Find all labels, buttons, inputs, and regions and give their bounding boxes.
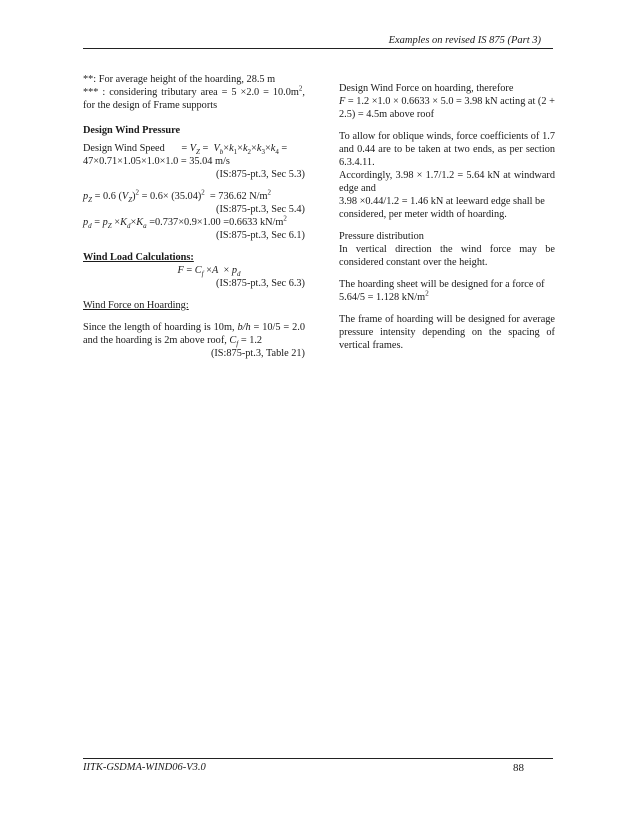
force-ref: (IS:875-pt.3, Sec 6.3) [216, 278, 305, 289]
pressure-distribution-heading: Pressure distribution [339, 231, 424, 242]
pd-ref: (IS:875-pt.3, Sec 6.1) [216, 230, 305, 241]
design-wind-speed-formula: = $V_Z = V_b\times k_1\times k_2\times k_3\times k_4$ = [181, 143, 288, 157]
design-wind-pressure-heading: Design Wind Pressure [83, 125, 181, 136]
note-average-height: **: For average height of the hoarding, 28.5 m [83, 74, 276, 85]
page-number: 88 [513, 762, 524, 774]
hoarding-text-c: = 10/5 = 2.0 and the hoarding is 2m above roof, [83, 322, 306, 346]
hoarding-paragraph [83, 321, 305, 347]
hoarding-sheet-sup: 2 [425, 289, 429, 298]
leeward-paragraph: 3.98 ×0.44/1.2 = 1.46 kN at leeward edge shall be considered, per meter width of hoarding. [339, 196, 545, 220]
accordingly-paragraph: Accordingly, 3.98 × 1.7/1.2 = 5.64 kN at windward edge and [339, 170, 555, 194]
design-force-text: = 1.2 ×1.0 × 0.6633 × 5.0 = 3.98 kN acting at (2 + 2.5) = 4.5m above roof [339, 96, 555, 120]
wind-force-on-hoarding-heading: Wind Force on Hoarding: [83, 300, 189, 311]
pd-line: $p_d = p_Z \times K_d\times K_a =0.737\times 0.9\times 1.00 =0.6633$ $kN/m^2$ [83, 214, 287, 231]
hoarding-sheet-text: The hoarding sheet will be designed for a force of 5.64/5 = 1.128 kN/m [339, 279, 545, 303]
note-tributary-text-b: , for the design of Frame supports [83, 87, 305, 111]
force-formula: $F = C_f \times A \times p_d$ [177, 265, 241, 279]
design-force-line [339, 95, 555, 121]
pz-ref: (IS:875-pt.3, Sec 5.4) [216, 204, 305, 215]
hoarding-text-f: = 1.2 [238, 335, 263, 346]
running-header: Examples on revised IS 875 (Part 3) [388, 35, 541, 46]
note-tributary-area [83, 86, 305, 112]
design-wind-speed-line [83, 142, 305, 155]
design-wind-speed-label: Design Wind Speed [83, 143, 165, 154]
left-column [83, 73, 305, 360]
hoarding-sheet-paragraph [339, 278, 555, 304]
note-tributary-text-a: *** : considering tributary area = 5 ×2.0 = 10.0m [83, 87, 299, 98]
hoarding-text-bh: b/h [237, 322, 251, 333]
design-force-intro: Design Wind Force on hoarding, therefore [339, 83, 514, 94]
design-wind-speed-ref: (IS:875-pt.3, Sec 5.3) [216, 169, 305, 180]
pz-line: $p_Z = 0.6$ $(V_Z)^2 = 0.6\times (35.04)^2 = 736.62$ $N/m^2$ [83, 188, 272, 205]
footer-doc-id: IITK-GSDMA-WIND06-V3.0 [83, 762, 206, 773]
frame-paragraph: The frame of hoarding will be designed for average pressure intensity depending on the spacing of vertical frames. [339, 314, 555, 351]
footer-rule [83, 758, 553, 759]
wind-load-calculations-heading: Wind Load Calculations: [83, 252, 194, 263]
header-rule [83, 48, 553, 49]
pressure-distribution-text: In vertical direction the wind force may be considered constant over the height. [339, 244, 555, 268]
hoarding-text-cf: C [229, 335, 237, 346]
right-column [339, 82, 555, 352]
note-tributary-sup: 2 [298, 84, 303, 93]
design-force-symbol: F [339, 96, 346, 107]
hoarding-text-a: Since the length of hoarding is 10m, [83, 322, 238, 333]
hoarding-text-f-sub: f [236, 340, 239, 349]
oblique-winds-paragraph: To allow for oblique winds, force coefficients of 1.7 and 0.44 are to be taken at two ends, as per section 6.3.4.11. [339, 131, 555, 168]
design-wind-speed-values: 47×0.71×1.05×1.0×1.0 = 35.04 m/s [83, 156, 230, 167]
hoarding-ref: (IS:875-pt.3, Table 21) [210, 348, 305, 359]
